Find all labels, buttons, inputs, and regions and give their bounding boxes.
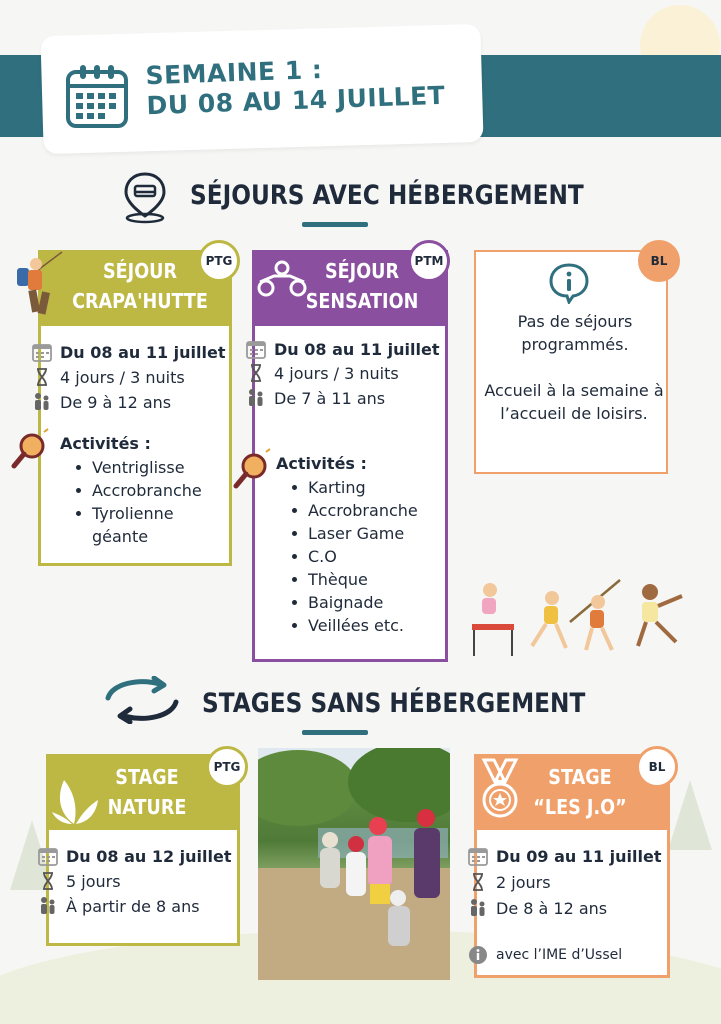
list-item: Thèque	[286, 568, 446, 591]
list-item: Accrobranche	[70, 479, 230, 502]
info-icon	[468, 945, 488, 965]
climber-icon	[12, 250, 64, 326]
children-icon	[38, 896, 58, 916]
badge-bl: BL	[636, 746, 678, 788]
hurdle	[472, 624, 514, 656]
hourglass-icon	[468, 872, 488, 892]
date-row: Du 08 au 11 juillet	[246, 339, 440, 359]
badge-bl: BL	[638, 240, 680, 282]
duration-row: 5 jours	[38, 871, 121, 891]
magnifier-icon	[10, 428, 52, 472]
hourglass-icon	[38, 871, 58, 891]
section-title-sans-hebergement: STAGES SANS HÉBERGEMENT	[202, 688, 586, 719]
athletes-illustration	[466, 576, 696, 660]
age-row: À partir de 8 ans	[38, 896, 200, 916]
calendar-icon	[246, 339, 266, 359]
page-title	[145, 51, 446, 121]
card-title: STAGE NATURE	[107, 765, 187, 819]
section-title-hebergement: SÉJOURS AVEC HÉBERGEMENT	[190, 180, 584, 211]
list-item: Karting	[286, 476, 446, 499]
children-outdoors-photo	[258, 748, 450, 980]
bl-text-1: Pas de séjours programmés.	[517, 312, 633, 354]
list-item: Tyrolienne géante	[70, 502, 230, 548]
age-row: De 8 à 12 ans	[468, 898, 607, 918]
duration-row: 4 jours / 3 nuits	[246, 363, 399, 383]
card-title: SÉJOUR CRAPA'HUTTE	[72, 259, 208, 313]
magnifier-icon	[232, 448, 274, 492]
list-item: C.O	[286, 545, 446, 568]
list-item: Accrobranche	[286, 499, 446, 522]
activities-list	[286, 476, 446, 637]
activities-list	[70, 456, 230, 548]
calendar-icon	[64, 62, 132, 132]
page-title-line2: DU 08 AU 14 JUILLET	[146, 80, 446, 121]
badge-ptg: PTG	[198, 240, 240, 282]
card-title: SÉJOUR SENSATION	[305, 259, 419, 313]
kart-icon	[254, 258, 310, 298]
badge-ptm: PTM	[408, 240, 450, 282]
background-tree	[668, 780, 712, 850]
bl-text-2: Accueil à la semaine à l’accueil de loisirs.	[484, 381, 664, 423]
card-title: STAGE “LES J.O”	[533, 765, 627, 819]
nature-photo	[258, 748, 450, 980]
age-row: De 9 à 12 ans	[32, 392, 171, 412]
badge-ptg: PTG	[206, 746, 248, 788]
activities-label: Activités :	[60, 434, 151, 453]
children-icon	[32, 392, 52, 412]
activities-label: Activités :	[276, 454, 367, 473]
medal-icon	[474, 758, 526, 824]
calendar-icon	[38, 846, 58, 866]
accommodation-pin-icon	[118, 170, 172, 224]
leaves-icon	[50, 770, 100, 828]
calendar-icon	[468, 846, 488, 866]
list-item: Veillées etc.	[286, 614, 446, 637]
age-row: De 7 à 11 ans	[246, 388, 385, 408]
calendar-icon	[32, 342, 52, 362]
date-row: Du 08 au 11 juillet	[32, 342, 226, 362]
hourglass-icon	[246, 363, 266, 383]
list-item: Baignade	[286, 591, 446, 614]
date-row: Du 09 au 11 juillet	[468, 846, 662, 866]
page-title-line1: SEMAINE 1 :	[145, 55, 323, 91]
exchange-arrows-icon	[98, 676, 186, 724]
list-item: Laser Game	[286, 522, 446, 545]
list-item: Ventriglisse	[70, 456, 230, 479]
children-icon	[246, 388, 266, 408]
info-icon	[548, 262, 590, 304]
section-underline	[302, 222, 368, 227]
note-row: avec l’IME d’Ussel	[468, 945, 622, 965]
duration-row: 2 jours	[468, 872, 551, 892]
children-icon	[468, 898, 488, 918]
section-underline	[302, 730, 368, 735]
hourglass-icon	[32, 367, 52, 387]
date-row: Du 08 au 12 juillet	[38, 846, 232, 866]
duration-row: 4 jours / 3 nuits	[32, 367, 185, 387]
